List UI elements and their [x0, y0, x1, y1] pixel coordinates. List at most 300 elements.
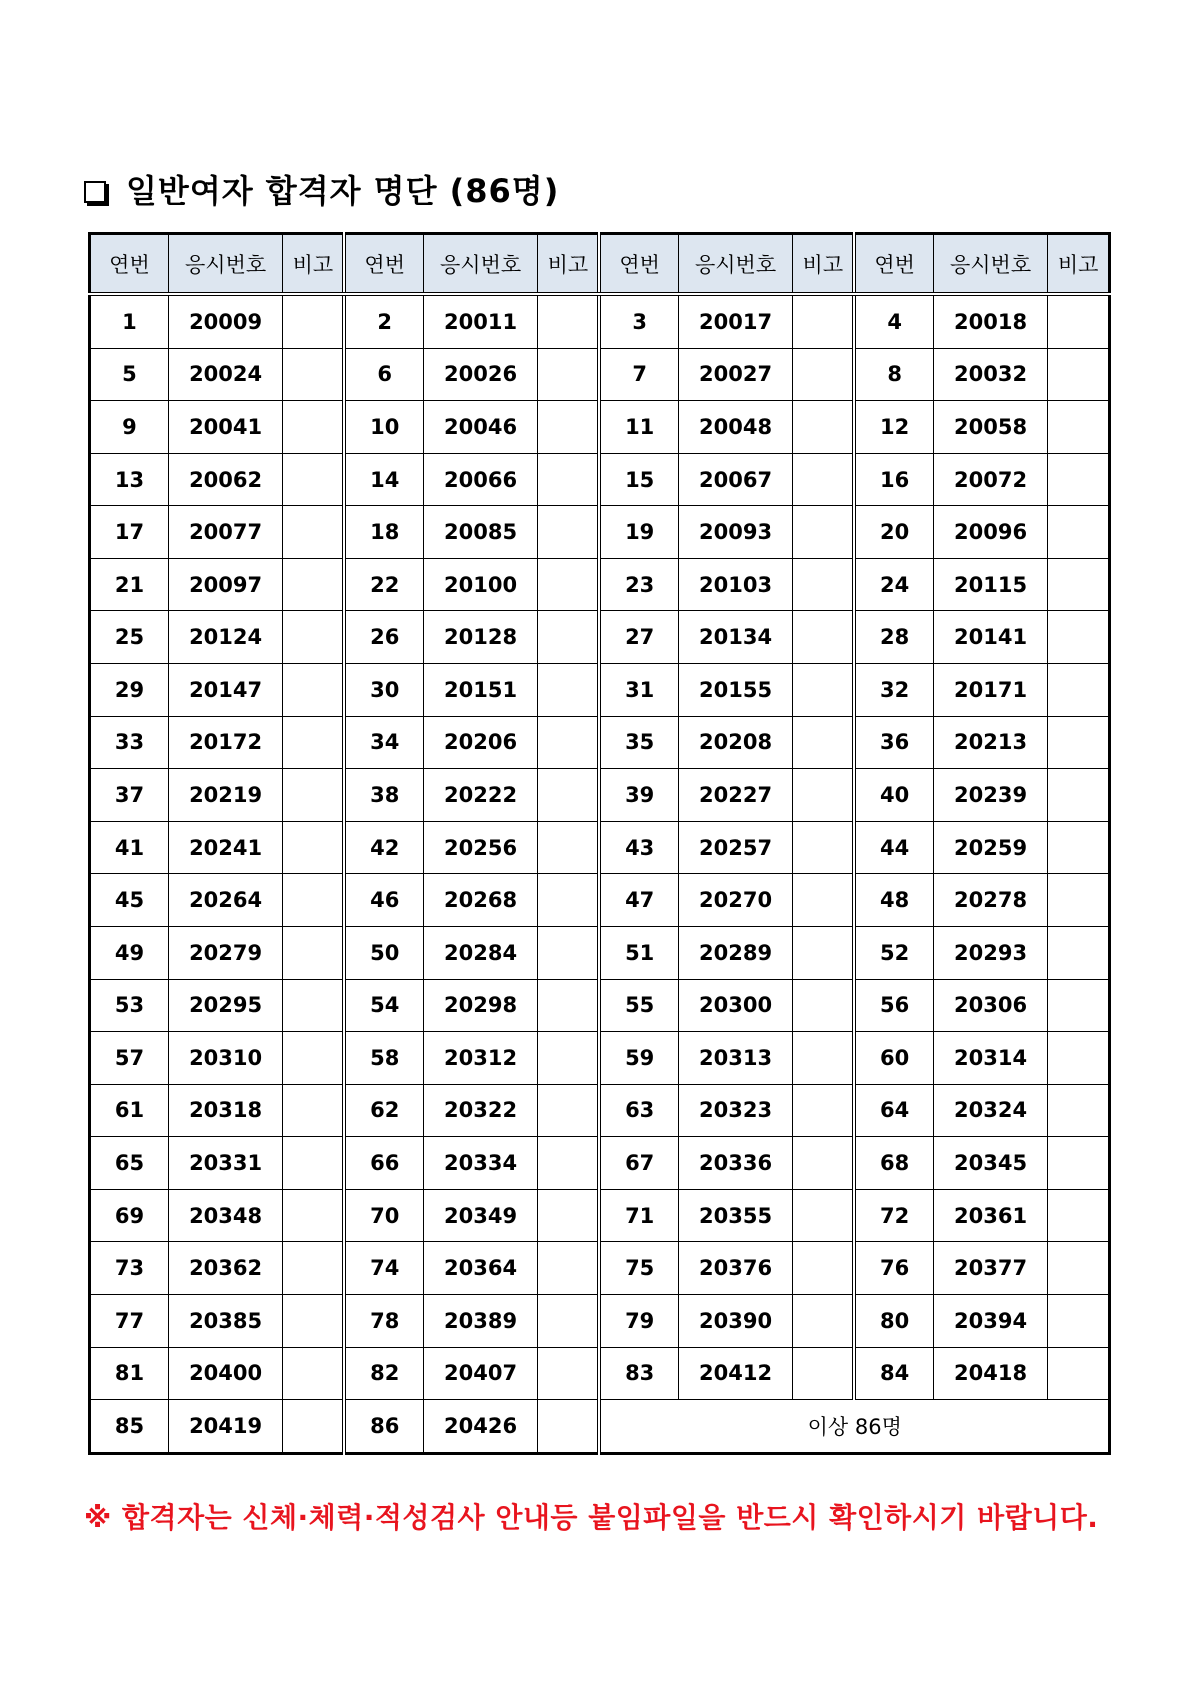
cell-remarks — [793, 558, 855, 611]
cell-exam-number: 20426 — [423, 1400, 537, 1454]
cell-exam-number: 20318 — [168, 1084, 282, 1137]
table-row — [90, 979, 1110, 1032]
cell-no: 79 — [599, 1295, 678, 1348]
cell-remarks — [283, 926, 345, 979]
cell-no: 77 — [90, 1295, 169, 1348]
cell-exam-number: 20345 — [933, 1137, 1047, 1190]
cell-remarks — [283, 664, 345, 717]
cell-no: 24 — [854, 558, 933, 611]
cell-no: 62 — [344, 1084, 423, 1137]
cell-no: 4 — [854, 294, 933, 348]
cell-exam-number: 20390 — [678, 1295, 792, 1348]
cell-no: 58 — [344, 1032, 423, 1085]
table-row — [90, 1242, 1110, 1295]
header-exam-number: 응시번호 — [423, 234, 537, 295]
cell-exam-number: 20227 — [678, 769, 792, 822]
cell-exam-number: 20046 — [423, 401, 537, 454]
table-row — [90, 348, 1110, 401]
cell-remarks — [283, 401, 345, 454]
cell-remarks — [793, 1137, 855, 1190]
cell-no: 34 — [344, 716, 423, 769]
cell-remarks — [793, 348, 855, 401]
cell-no: 36 — [854, 716, 933, 769]
cell-no: 82 — [344, 1347, 423, 1400]
cell-exam-number: 20361 — [933, 1189, 1047, 1242]
table-row — [90, 294, 1110, 348]
cell-exam-number: 20093 — [678, 506, 792, 559]
cell-remarks — [538, 611, 600, 664]
cell-no: 8 — [854, 348, 933, 401]
cell-no: 46 — [344, 874, 423, 927]
cell-exam-number: 20124 — [168, 611, 282, 664]
cell-no: 69 — [90, 1189, 169, 1242]
cell-remarks — [538, 294, 600, 348]
cell-exam-number: 20394 — [933, 1295, 1047, 1348]
cell-no: 54 — [344, 979, 423, 1032]
cell-remarks — [793, 1084, 855, 1137]
cell-remarks — [793, 664, 855, 717]
cell-no: 17 — [90, 506, 169, 559]
cell-exam-number: 20362 — [168, 1242, 282, 1295]
cell-no: 67 — [599, 1137, 678, 1190]
cell-remarks — [538, 1032, 600, 1085]
cell-remarks — [1048, 1084, 1110, 1137]
cell-no: 18 — [344, 506, 423, 559]
table-row — [90, 1347, 1110, 1400]
cell-remarks — [1048, 979, 1110, 1032]
cell-remarks — [1048, 401, 1110, 454]
cell-no: 28 — [854, 611, 933, 664]
cell-no: 29 — [90, 664, 169, 717]
cell-remarks — [538, 1400, 600, 1454]
cell-no: 12 — [854, 401, 933, 454]
cell-exam-number: 20400 — [168, 1347, 282, 1400]
summary-cell: 이상 86명 — [599, 1400, 1109, 1454]
table-row — [90, 506, 1110, 559]
cell-remarks — [793, 821, 855, 874]
cell-no: 85 — [90, 1400, 169, 1454]
cell-no: 38 — [344, 769, 423, 822]
table-row — [90, 716, 1110, 769]
cell-remarks — [1048, 716, 1110, 769]
cell-no: 73 — [90, 1242, 169, 1295]
header-exam-number: 응시번호 — [933, 234, 1047, 295]
cell-no: 76 — [854, 1242, 933, 1295]
cell-exam-number: 20323 — [678, 1084, 792, 1137]
cell-no: 43 — [599, 821, 678, 874]
cell-no: 19 — [599, 506, 678, 559]
header-no: 연번 — [344, 234, 423, 295]
cell-exam-number: 20268 — [423, 874, 537, 927]
header-remarks: 비고 — [1048, 234, 1110, 295]
cell-exam-number: 20155 — [678, 664, 792, 717]
cell-no: 86 — [344, 1400, 423, 1454]
cell-remarks — [1048, 1347, 1110, 1400]
header-no: 연번 — [599, 234, 678, 295]
cell-exam-number: 20239 — [933, 769, 1047, 822]
cell-exam-number: 20219 — [168, 769, 282, 822]
cell-exam-number: 20062 — [168, 453, 282, 506]
cell-no: 60 — [854, 1032, 933, 1085]
cell-remarks — [283, 506, 345, 559]
cell-exam-number: 20279 — [168, 926, 282, 979]
cell-no: 11 — [599, 401, 678, 454]
cell-remarks — [1048, 1032, 1110, 1085]
cell-exam-number: 20334 — [423, 1137, 537, 1190]
cell-remarks — [1048, 664, 1110, 717]
cell-exam-number: 20298 — [423, 979, 537, 1032]
cell-remarks — [283, 1242, 345, 1295]
cell-remarks — [283, 611, 345, 664]
roster-table — [88, 232, 1111, 1455]
cell-exam-number: 20077 — [168, 506, 282, 559]
cell-remarks — [1048, 769, 1110, 822]
cell-exam-number: 20100 — [423, 558, 537, 611]
cell-remarks — [283, 1295, 345, 1348]
cell-exam-number: 20348 — [168, 1189, 282, 1242]
cell-exam-number: 20257 — [678, 821, 792, 874]
cell-exam-number: 20026 — [423, 348, 537, 401]
cell-remarks — [283, 1137, 345, 1190]
cell-exam-number: 20027 — [678, 348, 792, 401]
cell-no: 9 — [90, 401, 169, 454]
cell-exam-number: 20134 — [678, 611, 792, 664]
cell-no: 39 — [599, 769, 678, 822]
cell-remarks — [1048, 453, 1110, 506]
cell-remarks — [793, 979, 855, 1032]
cell-exam-number: 20331 — [168, 1137, 282, 1190]
header-exam-number: 응시번호 — [168, 234, 282, 295]
cell-no: 2 — [344, 294, 423, 348]
cell-no: 48 — [854, 874, 933, 927]
cell-remarks — [1048, 1242, 1110, 1295]
cell-remarks — [793, 611, 855, 664]
cell-remarks — [538, 664, 600, 717]
header-remarks: 비고 — [283, 234, 345, 295]
header-no: 연번 — [854, 234, 933, 295]
cell-remarks — [538, 401, 600, 454]
cell-exam-number: 20407 — [423, 1347, 537, 1400]
cell-remarks — [538, 348, 600, 401]
cell-remarks — [283, 821, 345, 874]
cell-no: 66 — [344, 1137, 423, 1190]
cell-exam-number: 20128 — [423, 611, 537, 664]
cell-no: 31 — [599, 664, 678, 717]
cell-remarks — [538, 716, 600, 769]
cell-no: 72 — [854, 1189, 933, 1242]
table-row — [90, 558, 1110, 611]
cell-no: 16 — [854, 453, 933, 506]
cell-remarks — [538, 821, 600, 874]
cell-exam-number: 20058 — [933, 401, 1047, 454]
cell-exam-number: 20066 — [423, 453, 537, 506]
cell-remarks — [1048, 926, 1110, 979]
table-body — [90, 294, 1110, 1454]
cell-no: 70 — [344, 1189, 423, 1242]
cell-remarks — [1048, 874, 1110, 927]
cell-exam-number: 20364 — [423, 1242, 537, 1295]
cell-exam-number: 20264 — [168, 874, 282, 927]
cell-no: 63 — [599, 1084, 678, 1137]
cell-exam-number: 20349 — [423, 1189, 537, 1242]
cell-no: 84 — [854, 1347, 933, 1400]
table-row — [90, 1400, 1110, 1454]
cell-remarks — [283, 558, 345, 611]
cell-no: 5 — [90, 348, 169, 401]
cell-remarks — [538, 769, 600, 822]
cell-remarks — [283, 348, 345, 401]
cell-exam-number: 20206 — [423, 716, 537, 769]
table-row — [90, 664, 1110, 717]
cell-exam-number: 20072 — [933, 453, 1047, 506]
cell-exam-number: 20306 — [933, 979, 1047, 1032]
cell-exam-number: 20241 — [168, 821, 282, 874]
cell-no: 45 — [90, 874, 169, 927]
cell-no: 57 — [90, 1032, 169, 1085]
cell-no: 13 — [90, 453, 169, 506]
cell-no: 23 — [599, 558, 678, 611]
cell-remarks — [1048, 348, 1110, 401]
cell-remarks — [283, 1084, 345, 1137]
cell-remarks — [283, 979, 345, 1032]
cell-exam-number: 20024 — [168, 348, 282, 401]
cell-no: 50 — [344, 926, 423, 979]
cell-exam-number: 20018 — [933, 294, 1047, 348]
cell-exam-number: 20376 — [678, 1242, 792, 1295]
cell-exam-number: 20314 — [933, 1032, 1047, 1085]
cell-remarks — [1048, 294, 1110, 348]
cell-no: 52 — [854, 926, 933, 979]
checkbox-square-icon — [84, 181, 106, 203]
cell-remarks — [793, 769, 855, 822]
cell-exam-number: 20313 — [678, 1032, 792, 1085]
cell-exam-number: 20324 — [933, 1084, 1047, 1137]
cell-remarks — [1048, 1295, 1110, 1348]
cell-no: 25 — [90, 611, 169, 664]
cell-no: 81 — [90, 1347, 169, 1400]
cell-remarks — [1048, 506, 1110, 559]
notice-text: ※ 합격자는 신체·체력·적성검사 안내등 붙임파일을 반드시 확인하시기 바랍니다. — [84, 1501, 1099, 1534]
cell-exam-number: 20300 — [678, 979, 792, 1032]
cell-no: 78 — [344, 1295, 423, 1348]
cell-no: 26 — [344, 611, 423, 664]
cell-exam-number: 20419 — [168, 1400, 282, 1454]
table-row — [90, 611, 1110, 664]
cell-remarks — [793, 1242, 855, 1295]
cell-exam-number: 20011 — [423, 294, 537, 348]
cell-remarks — [538, 1295, 600, 1348]
cell-remarks — [538, 926, 600, 979]
table-header-row — [90, 234, 1110, 295]
cell-exam-number: 20322 — [423, 1084, 537, 1137]
cell-no: 27 — [599, 611, 678, 664]
cell-remarks — [793, 716, 855, 769]
cell-no: 65 — [90, 1137, 169, 1190]
table-row — [90, 1032, 1110, 1085]
cell-exam-number: 20085 — [423, 506, 537, 559]
cell-remarks — [793, 453, 855, 506]
cell-exam-number: 20017 — [678, 294, 792, 348]
cell-exam-number: 20284 — [423, 926, 537, 979]
cell-no: 80 — [854, 1295, 933, 1348]
cell-no: 10 — [344, 401, 423, 454]
cell-exam-number: 20103 — [678, 558, 792, 611]
cell-no: 53 — [90, 979, 169, 1032]
cell-remarks — [538, 1084, 600, 1137]
cell-no: 59 — [599, 1032, 678, 1085]
cell-remarks — [793, 1032, 855, 1085]
cell-remarks — [283, 769, 345, 822]
cell-remarks — [1048, 611, 1110, 664]
cell-exam-number: 20312 — [423, 1032, 537, 1085]
table-row — [90, 1137, 1110, 1190]
page-title — [84, 166, 559, 212]
table-row — [90, 401, 1110, 454]
cell-no: 75 — [599, 1242, 678, 1295]
table-row — [90, 1084, 1110, 1137]
cell-exam-number: 20067 — [678, 453, 792, 506]
cell-exam-number: 20270 — [678, 874, 792, 927]
cell-exam-number: 20032 — [933, 348, 1047, 401]
cell-exam-number: 20041 — [168, 401, 282, 454]
table-row — [90, 1295, 1110, 1348]
cell-exam-number: 20256 — [423, 821, 537, 874]
cell-exam-number: 20336 — [678, 1137, 792, 1190]
cell-no: 32 — [854, 664, 933, 717]
cell-exam-number: 20009 — [168, 294, 282, 348]
header-remarks: 비고 — [538, 234, 600, 295]
cell-remarks — [1048, 1189, 1110, 1242]
header-exam-number: 응시번호 — [678, 234, 792, 295]
cell-no: 3 — [599, 294, 678, 348]
cell-no: 20 — [854, 506, 933, 559]
cell-remarks — [283, 874, 345, 927]
cell-no: 14 — [344, 453, 423, 506]
cell-remarks — [793, 1189, 855, 1242]
cell-remarks — [283, 1347, 345, 1400]
cell-exam-number: 20222 — [423, 769, 537, 822]
cell-no: 61 — [90, 1084, 169, 1137]
cell-remarks — [793, 294, 855, 348]
cell-exam-number: 20213 — [933, 716, 1047, 769]
cell-no: 74 — [344, 1242, 423, 1295]
cell-remarks — [283, 1400, 345, 1454]
cell-remarks — [538, 558, 600, 611]
cell-remarks — [283, 716, 345, 769]
cell-remarks — [538, 1242, 600, 1295]
table-row — [90, 821, 1110, 874]
cell-no: 71 — [599, 1189, 678, 1242]
cell-remarks — [538, 1347, 600, 1400]
cell-no: 68 — [854, 1137, 933, 1190]
table-row — [90, 769, 1110, 822]
cell-remarks — [538, 874, 600, 927]
header-remarks: 비고 — [793, 234, 855, 295]
cell-exam-number: 20293 — [933, 926, 1047, 979]
cell-remarks — [793, 506, 855, 559]
cell-exam-number: 20048 — [678, 401, 792, 454]
cell-exam-number: 20418 — [933, 1347, 1047, 1400]
cell-exam-number: 20295 — [168, 979, 282, 1032]
cell-remarks — [538, 453, 600, 506]
cell-exam-number: 20259 — [933, 821, 1047, 874]
cell-exam-number: 20097 — [168, 558, 282, 611]
cell-no: 35 — [599, 716, 678, 769]
cell-remarks — [793, 874, 855, 927]
cell-no: 21 — [90, 558, 169, 611]
cell-no: 44 — [854, 821, 933, 874]
cell-exam-number: 20172 — [168, 716, 282, 769]
cell-no: 64 — [854, 1084, 933, 1137]
cell-remarks — [283, 453, 345, 506]
cell-no: 7 — [599, 348, 678, 401]
table-row — [90, 926, 1110, 979]
cell-remarks — [793, 926, 855, 979]
cell-remarks — [283, 1032, 345, 1085]
cell-remarks — [1048, 821, 1110, 874]
cell-no: 33 — [90, 716, 169, 769]
cell-exam-number: 20385 — [168, 1295, 282, 1348]
cell-remarks — [793, 1347, 855, 1400]
cell-exam-number: 20355 — [678, 1189, 792, 1242]
cell-exam-number: 20147 — [168, 664, 282, 717]
cell-no: 51 — [599, 926, 678, 979]
cell-no: 30 — [344, 664, 423, 717]
cell-remarks — [538, 1137, 600, 1190]
cell-no: 22 — [344, 558, 423, 611]
cell-no: 47 — [599, 874, 678, 927]
header-no: 연번 — [90, 234, 169, 295]
cell-no: 15 — [599, 453, 678, 506]
cell-exam-number: 20278 — [933, 874, 1047, 927]
cell-remarks — [283, 294, 345, 348]
cell-exam-number: 20289 — [678, 926, 792, 979]
cell-remarks — [538, 1189, 600, 1242]
cell-no: 6 — [344, 348, 423, 401]
cell-no: 55 — [599, 979, 678, 1032]
cell-remarks — [793, 1295, 855, 1348]
cell-no: 42 — [344, 821, 423, 874]
cell-exam-number: 20377 — [933, 1242, 1047, 1295]
cell-remarks — [793, 401, 855, 454]
cell-no: 37 — [90, 769, 169, 822]
cell-no: 83 — [599, 1347, 678, 1400]
cell-exam-number: 20208 — [678, 716, 792, 769]
cell-remarks — [283, 1189, 345, 1242]
cell-exam-number: 20310 — [168, 1032, 282, 1085]
table-row — [90, 453, 1110, 506]
cell-no: 1 — [90, 294, 169, 348]
cell-remarks — [1048, 1137, 1110, 1190]
cell-no: 41 — [90, 821, 169, 874]
cell-exam-number: 20141 — [933, 611, 1047, 664]
table-row — [90, 1189, 1110, 1242]
cell-no: 49 — [90, 926, 169, 979]
cell-exam-number: 20412 — [678, 1347, 792, 1400]
cell-exam-number: 20171 — [933, 664, 1047, 717]
cell-remarks — [1048, 558, 1110, 611]
cell-remarks — [538, 979, 600, 1032]
cell-exam-number: 20115 — [933, 558, 1047, 611]
cell-exam-number: 20389 — [423, 1295, 537, 1348]
page-title-text: 일반여자 합격자 명단 (86명) — [126, 172, 560, 210]
cell-no: 56 — [854, 979, 933, 1032]
cell-remarks — [538, 506, 600, 559]
cell-exam-number: 20151 — [423, 664, 537, 717]
table-row — [90, 874, 1110, 927]
cell-no: 40 — [854, 769, 933, 822]
cell-exam-number: 20096 — [933, 506, 1047, 559]
